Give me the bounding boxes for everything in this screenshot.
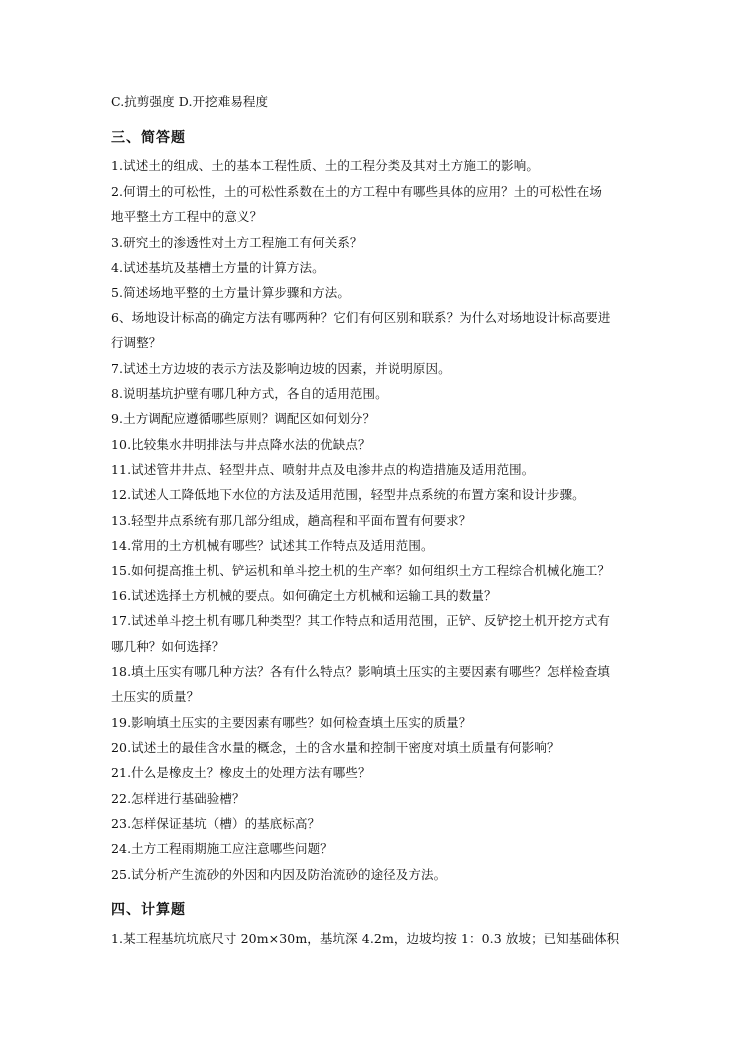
question-line: 13.轻型井点系统有那几部分组成，趟高程和平面布置有何要求？ (111, 513, 472, 528)
question-line: 23.怎样保证基坑（槽）的基底标高？ (111, 816, 321, 831)
question-line: 15.如何提高推土机、铲运机和单斗挖土机的生产率？如何组织土方工程综合机械化施工？ (111, 563, 610, 578)
question-line-continued: 土压实的质量？ (111, 689, 200, 704)
question-line-continued: 地平整土方工程中的意义？ (111, 209, 263, 224)
question-line: 25.试分析产生流砂的外因和内因及防治流砂的途径及方法。 (111, 867, 447, 882)
question-line: 1.试述土的组成、土的基本工程性质、土的工程分类及其对土方施工的影响。 (111, 158, 539, 173)
question-line: 2.何谓土的可松性，土的可松性系数在土的方工程中有哪些具体的应用？土的可松性在场 (111, 184, 602, 199)
question-line: 16.试述选择土方机械的要点。如何确定土方机械和运输工具的数量？ (111, 588, 497, 603)
question-line: 11.试述管井井点、轻型井点、喷射井点及电渗井点的构造措施及适用范围。 (111, 462, 535, 477)
question-line: 10.比较集水井明排法与井点降水法的优缺点？ (111, 437, 371, 452)
question-line: 21.什么是橡皮土？橡皮土的处理方法有哪些？ (111, 765, 371, 780)
question-line: 24.土方工程雨期施工应注意哪些问题？ (111, 841, 333, 856)
question-line: 6、场地设计标高的确定方法有哪两种？它们有何区别和联系？为什么对场地设计标高要进 (111, 310, 611, 325)
question-line: 12.试述人工降低地下水位的方法及适用范围，轻型井点系统的布置方案和设计步骤。 (111, 487, 585, 502)
calculation-question-line: 1.某工程基坑坑底尺寸 20m×30m，基坑深 4.2m，边坡均按 1：0.3 放坡；已知基础体积 (111, 931, 620, 946)
question-line-continued: 行调整？ (111, 335, 162, 350)
question-line: 22.怎样进行基础验槽？ (111, 791, 245, 806)
question-line: 9.土方调配应遵循哪些原则？调配区如何划分？ (111, 411, 376, 426)
section-heading-calculation: 四、计算题 (111, 902, 186, 918)
question-line: 3.研究土的渗透性对土方工程施工有何关系？ (111, 235, 363, 250)
question-line: 4.试述基坑及基槽土方量的计算方法。 (111, 260, 325, 275)
option-line: C.抗剪强度 D.开挖难易程度 (111, 94, 269, 109)
question-line-continued: 哪几种？如何选择？ (111, 639, 225, 654)
question-line: 7.试述土方边坡的表示方法及影响边坡的因素，并说明原因。 (111, 361, 451, 376)
question-line: 18.填土压实有哪几种方法？各有什么特点？影响填土压实的主要因素有哪些？怎样检查填 (111, 664, 610, 679)
question-line: 5.简述场地平整的土方量计算步骤和方法。 (111, 285, 350, 300)
question-line: 19.影响填土压实的主要因素有哪些？如何检查填土压实的质量？ (111, 715, 472, 730)
question-line: 20.试述土的最佳含水量的概念，土的含水量和控制干密度对填土质量有何影响？ (111, 740, 560, 755)
question-line: 14.常用的土方机械有哪些？试述其工作特点及适用范围。 (111, 538, 434, 553)
question-line: 17.试述单斗挖土机有哪几种类型？其工作特点和适用范围，正铲、反铲挖土机开挖方式有 (111, 613, 610, 628)
question-line: 8.说明基坑护壁有哪几种方式，各自的适用范围。 (111, 386, 388, 401)
section-heading-short-answer: 三、简答题 (111, 130, 186, 146)
